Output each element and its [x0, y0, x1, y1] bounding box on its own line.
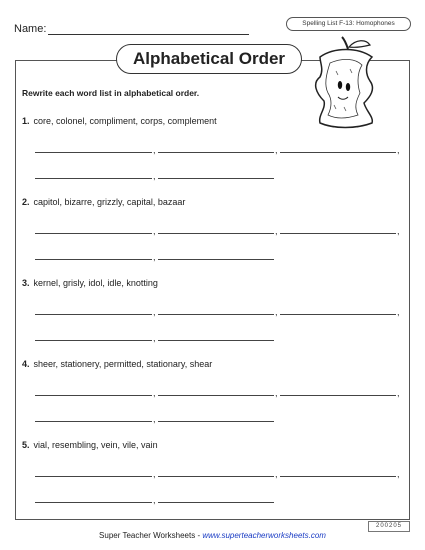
answer-comma: ,: [397, 469, 400, 479]
answer-comma: ,: [153, 469, 156, 479]
answer-line[interactable]: [35, 314, 152, 315]
answer-line[interactable]: [35, 259, 152, 260]
answer-line[interactable]: [35, 178, 152, 179]
footer-text: Super Teacher Worksheets -: [99, 531, 203, 540]
answer-line[interactable]: [35, 340, 152, 341]
apple-core-icon: [300, 35, 390, 130]
answer-line[interactable]: [280, 314, 396, 315]
word-list: capitol, bizarre, grizzly, capital, bazaar: [33, 197, 186, 207]
answer-line[interactable]: [280, 233, 396, 234]
answer-line[interactable]: [280, 152, 396, 153]
question-number: 1.: [22, 116, 30, 126]
answer-line[interactable]: [35, 233, 152, 234]
answer-line[interactable]: [158, 395, 274, 396]
word-list: sheer, stationery, permitted, stationary, shear: [33, 359, 213, 369]
word-list: kernel, grisly, idol, idle, knotting: [33, 278, 158, 288]
question-5: [22, 440, 158, 450]
answer-comma: ,: [153, 388, 156, 398]
question-number: 3.: [22, 278, 30, 288]
answer-comma: ,: [397, 145, 400, 155]
answer-comma: ,: [153, 333, 156, 343]
footer-link[interactable]: www.superteacherworksheets.com: [202, 531, 326, 540]
answer-comma: ,: [275, 388, 278, 398]
answer-comma: ,: [153, 226, 156, 236]
answer-line[interactable]: [280, 395, 396, 396]
answer-line[interactable]: [158, 259, 274, 260]
answer-line[interactable]: [35, 421, 152, 422]
word-list: vial, resembling, vein, vile, vain: [33, 440, 158, 450]
answer-line[interactable]: [35, 502, 152, 503]
answer-comma: ,: [275, 145, 278, 155]
spelling-list-badge: Spelling List F-13: Homophones: [286, 17, 411, 31]
worksheet-code: 200205: [368, 521, 410, 532]
answer-comma: ,: [153, 307, 156, 317]
question-2: [22, 197, 185, 207]
answer-comma: ,: [275, 226, 278, 236]
answer-comma: ,: [153, 414, 156, 424]
question-number: 5.: [22, 440, 30, 450]
answer-comma: ,: [275, 469, 278, 479]
page-title: Alphabetical Order: [116, 44, 302, 74]
answer-line[interactable]: [158, 421, 274, 422]
answer-comma: ,: [397, 307, 400, 317]
answer-line[interactable]: [158, 502, 274, 503]
question-number: 4.: [22, 359, 30, 369]
answer-comma: ,: [153, 145, 156, 155]
footer: [0, 531, 425, 540]
answer-line[interactable]: [158, 233, 274, 234]
answer-comma: ,: [153, 171, 156, 181]
answer-comma: ,: [153, 495, 156, 505]
answer-line[interactable]: [158, 314, 274, 315]
answer-line[interactable]: [158, 152, 274, 153]
answer-comma: ,: [275, 307, 278, 317]
name-line[interactable]: [48, 34, 249, 35]
question-number: 2.: [22, 197, 30, 207]
word-list: core, colonel, compliment, corps, complement: [33, 116, 217, 126]
answer-line[interactable]: [35, 152, 152, 153]
answer-line[interactable]: [158, 476, 274, 477]
name-label: Name:: [14, 23, 47, 35]
answer-line[interactable]: [280, 476, 396, 477]
answer-line[interactable]: [35, 395, 152, 396]
answer-line[interactable]: [35, 476, 152, 477]
answer-line[interactable]: [158, 178, 274, 179]
question-3: [22, 278, 158, 288]
answer-line[interactable]: [158, 340, 274, 341]
answer-comma: ,: [397, 226, 400, 236]
instruction-text: Rewrite each word list in alphabetical order.: [22, 88, 200, 98]
answer-comma: ,: [397, 388, 400, 398]
question-1: [22, 116, 217, 126]
answer-comma: ,: [153, 252, 156, 262]
question-4: [22, 359, 212, 369]
